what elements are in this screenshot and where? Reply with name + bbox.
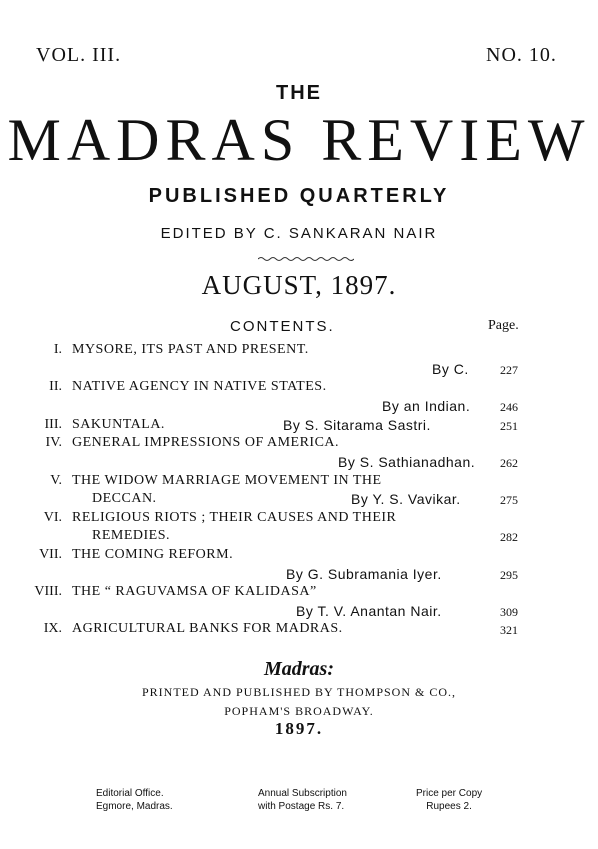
item-number: VIII. [34,584,62,599]
item-author: By Y. S. Vavikar. [351,491,461,507]
item-title: GENERAL IMPRESSIONS OF AMERICA. [72,435,340,450]
footer-price-line: Rupees 2. [426,801,472,812]
wavy-rule-divider [258,256,354,262]
item-title: MYSORE, ITS PAST AND PRESENT. [72,342,309,357]
item-number: VI. [43,510,62,525]
footer-subscription [258,787,347,813]
footer-office-line: Editorial Office. [96,788,164,799]
publication-frequency: PUBLISHED QUARTERLY [148,185,450,207]
item-author: By T. V. Anantan Nair. [296,603,442,619]
item-number: VII. [39,547,62,562]
item-number: II. [49,379,62,394]
item-title-continued: DECCAN. [92,491,157,506]
item-title: NATIVE AGENCY IN NATIVE STATES. [72,379,327,394]
item-number: IX. [43,621,62,636]
item-author: By C. [432,361,469,377]
item-number: I. [53,342,62,357]
page-column-heading: Page. [488,318,519,333]
item-title-continued: REMEDIES. [92,528,170,543]
item-page: 309 [500,605,518,619]
footer-price [416,787,482,813]
item-page: 275 [500,493,518,507]
contents-heading: CONTENTS. [230,318,335,335]
item-page: 282 [500,530,518,544]
volume-label: VOL. III. [36,44,122,66]
item-number: IV. [45,435,62,450]
issue-date: AUGUST, 1897. [201,270,397,300]
item-page: 321 [500,623,518,637]
item-page: 227 [500,363,518,377]
item-page: 295 [500,568,518,582]
footer-subscription-line: with Postage Rs. 7. [258,801,345,812]
item-title: THE WIDOW MARRIAGE MOVEMENT IN THE [72,473,382,488]
item-title: SAKUNTALA. [72,417,165,432]
item-page: 246 [500,400,518,414]
journal-title: MADRAS REVIEW [7,107,591,173]
item-number: V. [50,473,62,488]
item-page: 262 [500,456,518,470]
item-title: THE “ RAGUVAMSA OF KALIDASA” [72,584,317,599]
footer-office-line: Egmore, Madras. [96,801,173,812]
issue-number: NO. 10. [486,44,557,66]
item-title: THE COMING REFORM. [72,547,234,562]
item-number: III. [44,417,62,432]
imprint-address: POPHAM'S BROADWAY. [224,704,374,718]
imprint-year: 1897. [274,719,324,738]
item-author: By an Indian. [382,398,471,414]
item-author: By G. Subramania Iyer. [286,566,442,582]
item-author: By S. Sitarama Sastri. [283,417,431,433]
item-title: RELIGIOUS RIOTS ; THEIR CAUSES AND THEIR [72,510,397,525]
imprint-publisher: PRINTED AND PUBLISHED BY THOMPSON & CO., [141,685,457,699]
footer-price-line: Price per Copy [416,788,483,799]
item-title: AGRICULTURAL BANKS FOR MADRAS. [72,621,343,636]
imprint-place: Madras: [263,658,334,680]
footer-subscription-line: Annual Subscription [258,788,347,799]
editor-line: EDITED BY C. SANKARAN NAIR [160,225,438,242]
masthead-article: THE [276,82,322,104]
item-author: By S. Sathianadhan. [338,454,476,470]
footer-editorial-office [96,787,173,813]
item-page: 251 [500,419,518,433]
